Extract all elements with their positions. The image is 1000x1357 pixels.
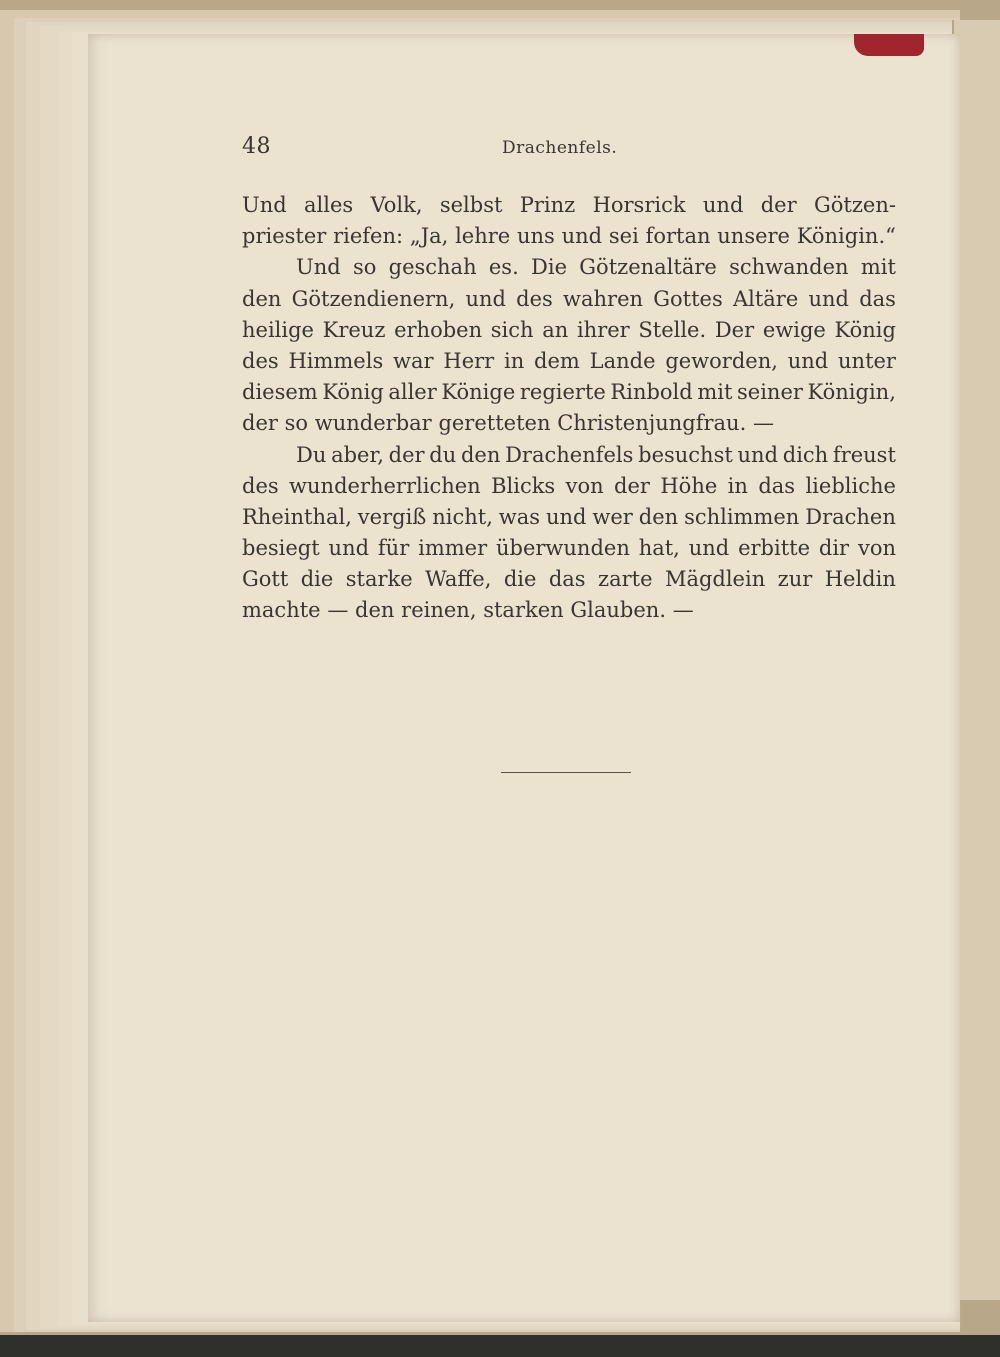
- text-line: Und so geschah es. Die Götzenaltäre schwanden mit: [296, 255, 896, 280]
- text-line: des Himmels war Herr in dem Lande geworden, und unter: [242, 348, 896, 373]
- text-line: den Götzendienern, und des wahren Gottes Altäre und das: [242, 286, 896, 311]
- body-text: [242, 190, 896, 627]
- text-line: des wunderherrlichen Blicks von der Höhe in das liebliche: [242, 473, 896, 498]
- text-line: besiegt und für immer überwunden hat, und erbitte dir von: [242, 536, 896, 561]
- text-line: machte — den reinen, starken Glauben. —: [242, 598, 694, 623]
- running-head: Drachenfels.: [502, 138, 618, 158]
- page-header: [242, 134, 892, 168]
- bookmark-ribbon: [854, 34, 924, 56]
- text-line: priester riefen: „Ja, lehre uns und sei fortan unsere Königin.“: [242, 224, 896, 249]
- end-rule: [501, 772, 631, 773]
- text-line: Du aber, der du den Drachenfels besuchst und dich freust: [296, 442, 896, 467]
- text-line: diesem König aller Könige regierte Rinbold mit seiner Königin,: [242, 380, 896, 405]
- text-line: heilige Kreuz erhoben sich an ihrer Stelle. Der ewige König: [242, 317, 896, 342]
- text-line: Gott die starke Waffe, die das zarte Mägdlein zur Heldin: [242, 567, 896, 592]
- text-line: der so wunderbar geretteten Christenjungfrau. —: [242, 411, 774, 436]
- page-number: 48: [242, 134, 271, 159]
- text-line: Rheinthal, vergiß nicht, was und wer den schlimmen Drachen: [242, 504, 896, 529]
- text-line: Und alles Volk, selbst Prinz Horsrick und der Götzen-: [242, 193, 896, 217]
